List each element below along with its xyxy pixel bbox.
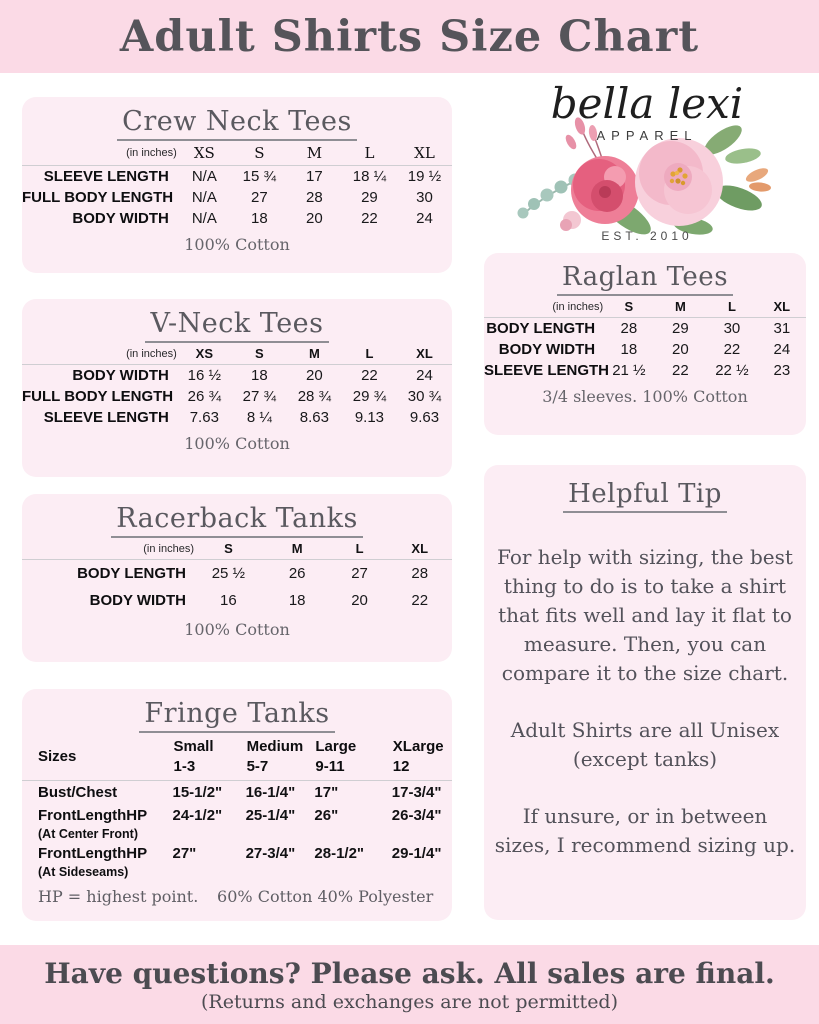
fringe-card: [22, 689, 452, 921]
sub-label-row: [22, 865, 452, 880]
v-neck-title: [22, 308, 452, 339]
cell: 30: [723, 320, 741, 337]
row-label: BODY WIDTH: [498, 341, 596, 358]
header-row: [22, 344, 452, 365]
card-title-text: Fringe Tanks: [139, 698, 334, 733]
tip-paragraph: For help with sizing, the best thing to do is to take a shirt that fits well and lay it flat to measure. Then, you can compare it to the size chart.: [497, 545, 793, 685]
cell: 31: [773, 320, 791, 337]
cell: 16 ½: [187, 367, 222, 384]
logo-brand-text: bella lexi: [550, 79, 744, 128]
cell: 29 ¾: [352, 388, 387, 405]
v-neck-table: [22, 344, 452, 428]
cell: 18: [251, 210, 268, 227]
row-label: SLEEVE LENGTH: [484, 362, 610, 379]
cell: 20: [351, 592, 368, 609]
cell: 24: [416, 210, 433, 227]
cell: 17: [306, 168, 323, 185]
col-header: M: [263, 539, 332, 560]
cell: 20: [672, 341, 689, 358]
cell: 16-1/4": [245, 784, 296, 801]
fabric-note: 100% Cotton: [184, 620, 290, 639]
col-header: [173, 734, 246, 781]
table-row: [22, 804, 452, 827]
cell: 26: [288, 565, 306, 582]
cell: 8.63: [299, 409, 329, 426]
cell: 15-1/2": [172, 784, 223, 801]
cell: 17": [314, 784, 339, 801]
header-row: [22, 539, 452, 560]
cell: 27-3/4": [245, 845, 296, 862]
brand-logo: [487, 74, 807, 248]
cell: 22: [672, 362, 689, 379]
row-sublabel: (At Center Front): [38, 827, 138, 841]
footer-sub-text: (Returns and exchanges are not permitted): [200, 990, 619, 1013]
size-name: XLarge: [392, 738, 444, 755]
tip-paragraph: Adult Shirts are all Unisex (except tanks): [510, 718, 780, 771]
cell: 25 ½: [211, 565, 246, 582]
row-label: FrontLengthHP: [38, 807, 148, 824]
table-row: [484, 318, 806, 340]
cell: 29-1/4": [391, 845, 442, 862]
row-label: BODY LENGTH: [77, 565, 186, 582]
raglan-card: [484, 253, 806, 435]
crew-neck-title: [22, 106, 452, 137]
cell: 24: [773, 341, 791, 358]
cell: 18 ¼: [352, 168, 387, 185]
cell: 16: [220, 592, 237, 609]
cell: 22: [723, 341, 741, 358]
crew-neck-table: [22, 142, 452, 229]
unit-label: (in inches): [22, 344, 177, 365]
raglan-title: [484, 262, 806, 292]
card-title-text: Racerback Tanks: [111, 503, 363, 538]
cell: 17-3/4": [391, 784, 442, 801]
cell: 29: [361, 189, 378, 206]
cell: 28: [620, 320, 638, 337]
cell: 18: [251, 367, 268, 384]
cell: 29: [672, 320, 689, 337]
row-label: Bust/Chest: [38, 784, 118, 801]
fringe-table: [22, 734, 452, 880]
col-header: M: [287, 142, 342, 166]
col-header: [392, 734, 452, 781]
col-header: S: [603, 297, 655, 318]
cell: 22: [361, 367, 378, 384]
row-label: BODY WIDTH: [72, 367, 169, 384]
size-range: 12: [392, 757, 410, 775]
cell: 22 ½: [715, 362, 749, 379]
unit-label: (in inches): [22, 142, 177, 166]
cell: 26-3/4": [391, 807, 442, 824]
empty-cell: [173, 827, 453, 842]
col-header: L: [332, 539, 388, 560]
table-row: [22, 365, 452, 387]
cell: 26": [314, 807, 339, 824]
table-row: [22, 166, 452, 188]
fabric-note: 60% Cotton 40% Polyester: [217, 887, 434, 906]
table-row: [22, 208, 452, 229]
fabric-note: 100% Cotton: [184, 235, 290, 254]
fabric-note: 3/4 sleeves. 100% Cotton: [542, 387, 748, 406]
cell: 9.63: [409, 409, 440, 426]
cell: 21 ½: [612, 362, 646, 379]
cell: 24: [416, 367, 433, 384]
sub-label-row: [22, 827, 452, 842]
col-header: XL: [758, 297, 806, 318]
row-label: BODY WIDTH: [89, 592, 186, 609]
col-header: XS: [177, 142, 232, 166]
fringe-footnotes: [22, 887, 452, 906]
cell: 7.63: [189, 409, 219, 426]
fabric-note: 100% Cotton: [184, 434, 290, 453]
card-title-text: Helpful Tip: [563, 479, 727, 513]
cell: 30 ¾: [407, 388, 442, 405]
cell: 23: [773, 362, 791, 379]
table-row: [22, 386, 452, 407]
col-header: M: [655, 297, 707, 318]
size-range: 1-3: [173, 757, 196, 775]
cell: 27: [351, 565, 368, 582]
row-label: BODY LENGTH: [486, 320, 596, 337]
row-label: BODY WIDTH: [72, 210, 169, 227]
cell: 27: [251, 189, 268, 206]
cell: 22: [361, 210, 378, 227]
cell: 8 ¼: [246, 409, 272, 426]
cell: 28: [411, 565, 429, 582]
header-row: [22, 734, 452, 781]
col-header: [246, 734, 315, 781]
card-title-text: Crew Neck Tees: [117, 106, 357, 141]
cell: N/A: [191, 189, 217, 206]
table-row: [22, 560, 452, 588]
unit-label: (in inches): [484, 297, 603, 318]
cell: 25-1/4": [245, 807, 296, 824]
cell: 18: [620, 341, 638, 358]
table-row: [22, 781, 452, 805]
cell: 15 ¾: [242, 168, 277, 185]
size-range: 9-11: [315, 757, 345, 775]
logo-apparel-text: APPAREL: [596, 128, 698, 143]
row-label: SLEEVE LENGTH: [43, 168, 169, 185]
title-banner: [0, 0, 819, 73]
col-header: L: [342, 344, 397, 365]
row-sublabel: (At Sideseams): [38, 865, 129, 879]
card-title-text: V-Neck Tees: [145, 308, 328, 343]
cell: 26 ¾: [187, 388, 222, 405]
table-row: [484, 360, 806, 381]
cell: 9.13: [354, 409, 385, 426]
size-name: Large: [315, 738, 357, 755]
card-title-text: Raglan Tees: [557, 262, 733, 296]
row-label: SLEEVE LENGTH: [43, 409, 169, 426]
row-label: FULL BODY LENGTH: [22, 189, 174, 206]
table-row: [22, 187, 452, 208]
v-neck-card: [22, 299, 452, 477]
sizes-label: Sizes: [22, 734, 173, 781]
col-header: S: [232, 344, 287, 365]
table-row: [22, 842, 452, 865]
table-row: [22, 407, 452, 428]
footer-banner: [0, 945, 819, 1024]
cell: 20: [306, 367, 323, 384]
cell: 24-1/2": [172, 807, 223, 824]
table-row: [484, 339, 806, 360]
cell: N/A: [191, 210, 217, 227]
crew-neck-card: [22, 97, 452, 273]
cell: 28-1/2": [314, 845, 365, 862]
cell: 28: [306, 189, 323, 206]
cell: 22: [411, 592, 429, 609]
header-row: [22, 142, 452, 166]
col-header: S: [194, 539, 263, 560]
hp-note: HP = highest point.: [38, 887, 199, 906]
empty-cell: [173, 865, 453, 880]
col-header: XL: [397, 344, 452, 365]
cell: 19 ½: [407, 168, 442, 185]
racerback-table: [22, 539, 452, 614]
size-name: Medium: [246, 738, 304, 755]
col-header: L: [342, 142, 397, 166]
cell: 27": [172, 845, 197, 862]
row-label: FrontLengthHP: [38, 845, 148, 862]
cell: N/A: [191, 168, 217, 185]
raglan-table: [484, 297, 806, 381]
racerback-card: [22, 494, 452, 662]
table-row: [22, 587, 452, 614]
page-title: Adult Shirts Size Chart: [119, 11, 700, 62]
size-name: Small: [173, 738, 214, 755]
cell: 27 ¾: [242, 388, 277, 405]
col-header: [314, 734, 391, 781]
row-label: FULL BODY LENGTH: [22, 388, 174, 405]
col-header: S: [232, 142, 287, 166]
tip-paragraph: If unsure, or in between sizes, I recommend sizing up.: [494, 804, 796, 857]
size-range: 5-7: [246, 757, 269, 775]
col-header: XL: [387, 539, 452, 560]
cell: 28 ¾: [297, 388, 332, 405]
fringe-title: [22, 698, 452, 729]
footer-main-text: Have questions? Please ask. All sales are final.: [44, 956, 775, 990]
unit-label: (in inches): [22, 539, 194, 560]
col-header: M: [287, 344, 342, 365]
helpful-tip-title: [484, 479, 806, 509]
col-header: XL: [397, 142, 452, 166]
cell: 30: [416, 189, 433, 206]
col-header: XS: [177, 344, 232, 365]
helpful-tip-card: [484, 465, 806, 920]
logo-est-text: EST. 2010: [601, 229, 693, 243]
racerback-title: [22, 503, 452, 534]
cell: 18: [288, 592, 306, 609]
col-header: L: [706, 297, 758, 318]
header-row: [484, 297, 806, 318]
cell: 20: [306, 210, 323, 227]
